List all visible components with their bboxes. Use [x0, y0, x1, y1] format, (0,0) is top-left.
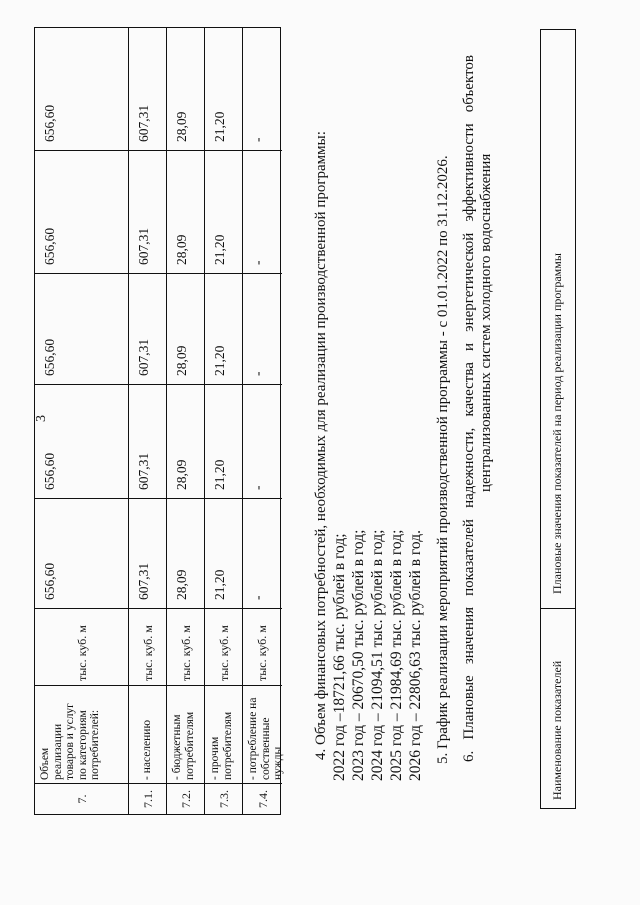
row-name: Объем реализации товаров и услуг по категориям потребителей:: [35, 685, 128, 783]
row-value: 28,09: [174, 111, 189, 142]
row-value: 607,31: [129, 384, 166, 498]
section5-schedule: 5. График реализации мероприятий производственной программы - с 01.01.2022 по 31.12.2026.: [435, 155, 451, 764]
table-row: [205, 28, 243, 814]
row-value: -: [243, 384, 282, 498]
table-row: [243, 28, 282, 814]
row-value: 28,09: [167, 150, 204, 273]
row-value: 21,20: [205, 498, 242, 608]
row-value: 656,60: [42, 104, 57, 142]
row-name: - бюджетным потребителям: [167, 685, 204, 783]
row-value: 607,31: [129, 150, 166, 273]
row-value: 607,31: [129, 273, 166, 384]
row-value: 28,09: [167, 498, 204, 608]
row-value: 656,60: [35, 384, 128, 498]
row-value: 607,31: [129, 498, 166, 608]
financing-line-2024: 2024 год – 21094,51 тыс. рублей в год;: [369, 529, 386, 781]
row-unit: тыс. куб. м: [205, 608, 242, 685]
row-value: 607,31: [136, 104, 151, 142]
row-value: -: [243, 498, 282, 608]
row-unit: тыс. куб. м: [167, 608, 204, 685]
page-number: 3: [34, 415, 49, 422]
section6-line1: 6. Плановые значения показателей надежности, качества и энергетической эффективности объектов: [461, 55, 477, 762]
row-value: 656,60: [35, 498, 128, 608]
financing-line-2023: 2023 год – 20670,50 тыс. рублей в год;: [350, 529, 367, 781]
table-row: [35, 28, 129, 814]
row-value: -: [250, 137, 265, 142]
row-unit: тыс. куб. м: [129, 608, 166, 685]
row-unit: тыс. куб. м: [35, 608, 128, 685]
row-number: 7.2.: [167, 783, 204, 814]
financing-line-2026: 2026 год – 22806,63 тыс. рублей в год.: [407, 530, 424, 781]
row-number: 7.4.: [243, 783, 282, 814]
row-value: -: [243, 150, 282, 273]
row-name: - прочим потребителям: [205, 685, 242, 783]
row-number: 7.1.: [129, 783, 166, 814]
row-value: 21,20: [212, 111, 227, 142]
row-unit: тыс. куб. м: [243, 608, 282, 685]
row-number: 7.3.: [205, 783, 242, 814]
row-value: 28,09: [167, 273, 204, 384]
financing-line-2025: 2025 год – 21984,69 тыс. рублей в год;: [388, 529, 405, 781]
row-name: - потребление на собственные нужды: [243, 685, 282, 783]
reliability-table-header: [540, 29, 576, 809]
indicators-table: [34, 27, 284, 815]
row-value: -: [243, 273, 282, 384]
row-value: 656,60: [35, 273, 128, 384]
section6-line2: централизованных систем холодного водоснабжения: [478, 153, 494, 492]
header-planned-values: Плановые значения показателей на период реализации программы: [550, 253, 564, 594]
table-row: [129, 28, 167, 814]
row-value: 28,09: [167, 384, 204, 498]
row-value: 656,60: [35, 150, 128, 273]
header-indicator-name: Наименование показателей: [541, 608, 575, 808]
section4-heading: 4. Объем финансовых потребностей, необходимых для реализации производственной программы:: [313, 131, 329, 760]
table-row: [167, 28, 205, 814]
row-value: 21,20: [205, 273, 242, 384]
row-value: 21,20: [205, 384, 242, 498]
row-number: 7.: [35, 783, 128, 814]
row-name: - населению: [129, 685, 166, 783]
financing-line-2022: 2022 год –18721,66 тыс. рублей в год;: [331, 533, 348, 781]
row-value: 21,20: [205, 150, 242, 273]
